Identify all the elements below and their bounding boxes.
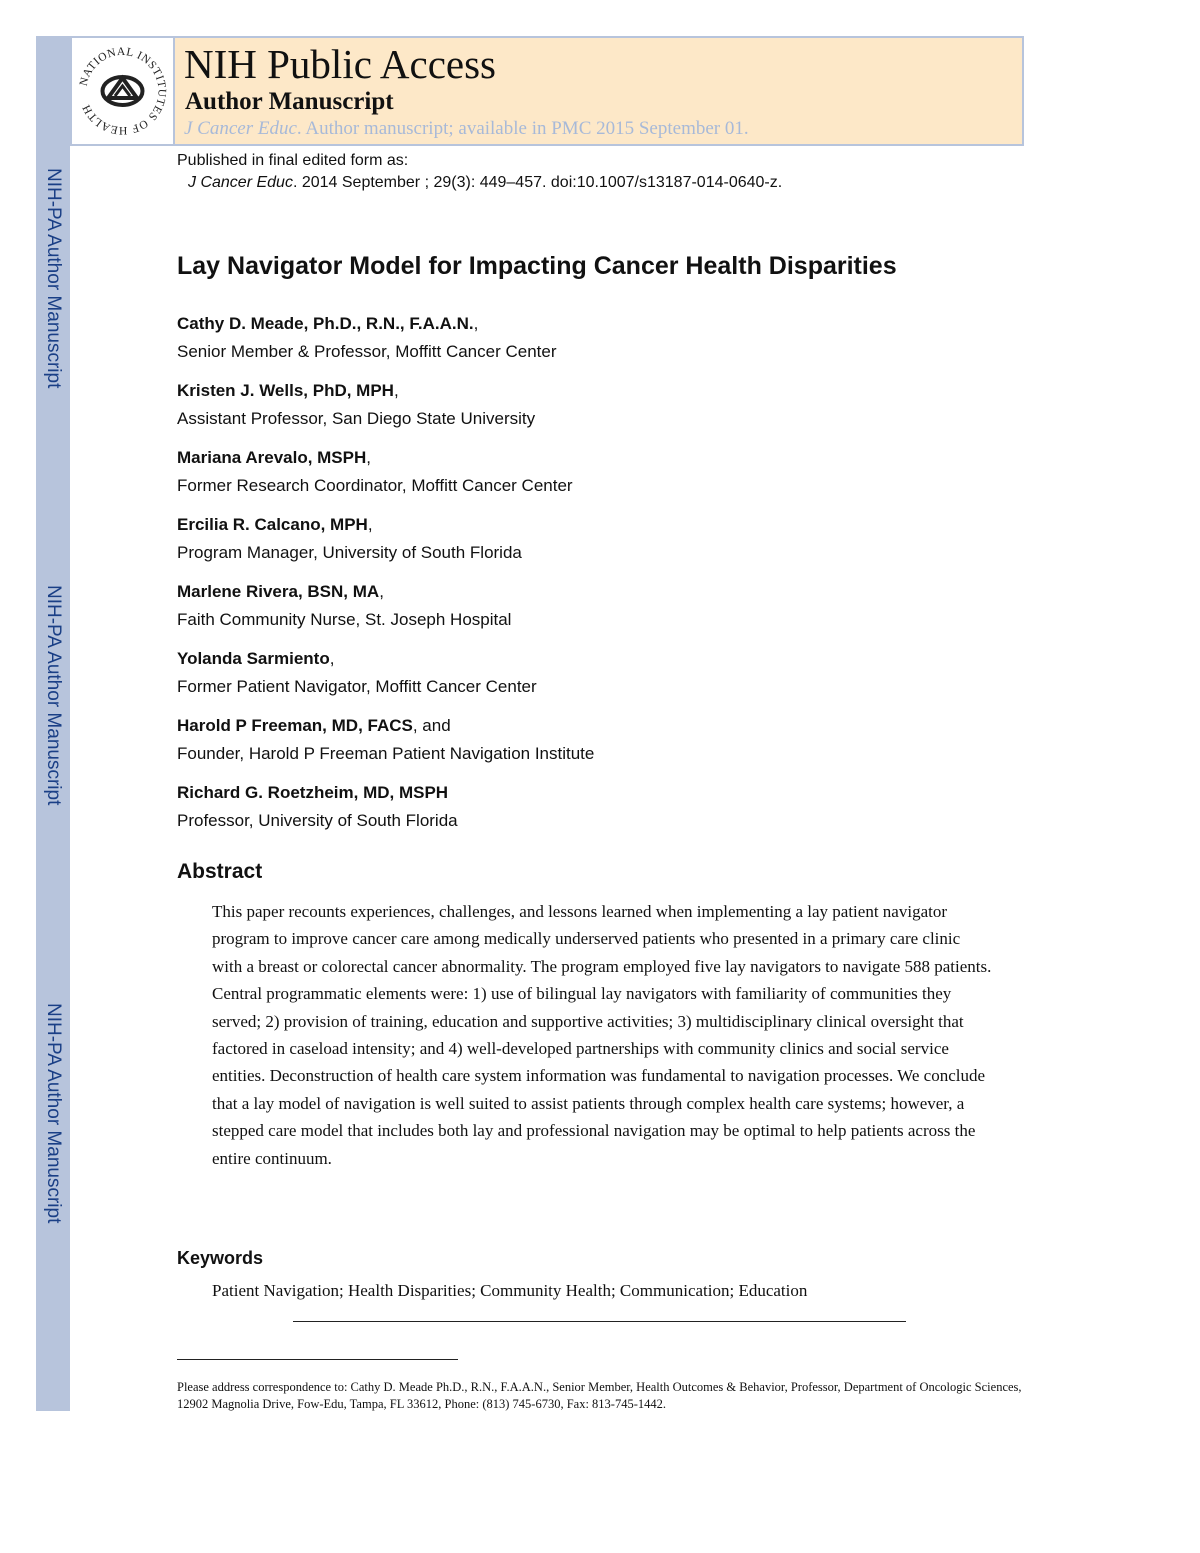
article-title: Lay Navigator Model for Impacting Cancer Health Disparities [177, 252, 897, 280]
author-affiliation: Faith Community Nurse, St. Joseph Hospital [177, 610, 512, 629]
author-entry [177, 782, 594, 849]
keywords-list: Patient Navigation; Health Disparities; Community Health; Communication; Education [212, 1281, 808, 1300]
author-name: Cathy D. Meade, Ph.D., R.N., F.A.A.N. [177, 314, 474, 333]
nih-logo [70, 36, 175, 146]
author-name: Yolanda Sarmiento [177, 649, 330, 668]
author-affiliation: Founder, Harold P Freeman Patient Navigation Institute [177, 744, 595, 763]
author-entry: Yolanda Sarmiento, Former Patient Navigator, Moffitt Cancer Center [177, 648, 594, 715]
banner-title: NIH Public Access [184, 41, 497, 87]
author-list [177, 313, 594, 849]
author-name: Marlene Rivera, BSN, MA [177, 582, 380, 601]
author-name: Ercilia R. Calcano, MPH [177, 515, 368, 534]
section-divider [293, 1321, 906, 1322]
published-in-label: Published in final edited form as: [177, 152, 409, 169]
footnote-divider [177, 1359, 458, 1360]
author-entry: Mariana Arevalo, MSPH, Former Research Coordinator, Moffitt Cancer Center [177, 447, 594, 514]
author-affiliation: Senior Member & Professor, Moffitt Cancer Center [177, 342, 557, 361]
author-name: Richard G. Roetzheim, MD, MSPH [177, 783, 449, 802]
banner-availability: J Cancer Educ. Author manuscript; available in PMC 2015 September 01. [184, 118, 749, 139]
author-entry: Marlene Rivera, BSN, MA, Faith Community Nurse, St. Joseph Hospital [177, 581, 594, 648]
banner-subtitle: Author Manuscript [185, 88, 394, 115]
nih-public-access-banner [175, 36, 1024, 146]
author-name: Harold P Freeman, MD, FACS [177, 716, 413, 735]
keywords-heading: Keywords [177, 1248, 264, 1268]
abstract-body: This paper recounts experiences, challenges, and lessons learned when implementing a lay patient navigator program to improve cancer care among medically underserved patients who presented in a primary care clinic with a breast or colorectal cancer abnormality. The program employed five lay navigators to navigate 588 patients. Central programmatic elements were: 1) use of bilingual lay navigators with familiarity of communities they served; 2) provision of training, education and supportive activities; 3) multidisciplinary clinical oversight that factored in caseload intensity; and 4) well-developed partnerships with community clinics and social service entities. Deconstruction of health care system information was fundamental to navigation processes. We conclude that a lay model of navigation is well suited to assist patients through complex health care systems; however, a stepped care model that includes both lay and professional navigation may be optimal to help patients across the entire continuum. [212, 902, 992, 1168]
author-affiliation: Assistant Professor, San Diego State University [177, 409, 536, 428]
author-name: Kristen J. Wells, PhD, MPH [177, 381, 394, 400]
author-affiliation: Program Manager, University of South Florida [177, 543, 522, 562]
author-entry: Ercilia R. Calcano, MPH, Program Manager, University of South Florida [177, 514, 594, 581]
correspondence-footnote: Please address correspondence to: Cathy D. Meade Ph.D., R.N., F.A.A.N., Senior Member, Health Outcomes & Behavior, Professor, Department of Oncologic Sciences, 12902 Magnolia Drive, Fow-Edu, Tampa, FL 33612, Phone: (813) 745-6730, Fax: 813-745-1442. [177, 1380, 1022, 1411]
author-affiliation: Former Research Coordinator, Moffitt Cancer Center [177, 476, 573, 495]
author-affiliation: Former Patient Navigator, Moffitt Cancer Center [177, 677, 537, 696]
abstract-heading: Abstract [177, 860, 263, 883]
author-affiliation: Professor, University of South Florida [177, 811, 458, 830]
author-entry: Cathy D. Meade, Ph.D., R.N., F.A.A.N., Senior Member & Professor, Moffitt Cancer Center [177, 313, 594, 380]
author-name: Mariana Arevalo, MSPH [177, 448, 367, 467]
svg-text:NATIONAL INSTITUTES OF HEALTH [78, 46, 168, 136]
nih-seal-icon [72, 38, 173, 144]
logo-ring-text: NATIONAL INSTITUTES OF HEALTH [77, 45, 168, 137]
citation-line: J Cancer Educ. 2014 September ; 29(3): 449–457. doi:10.1007/s13187-014-0640-z. [188, 174, 783, 191]
author-entry: Harold P Freeman, MD, FACS, and Founder, Harold P Freeman Patient Navigation Institute [177, 715, 594, 782]
author-entry: Kristen J. Wells, PhD, MPH, Assistant Professor, San Diego State University [177, 380, 594, 447]
